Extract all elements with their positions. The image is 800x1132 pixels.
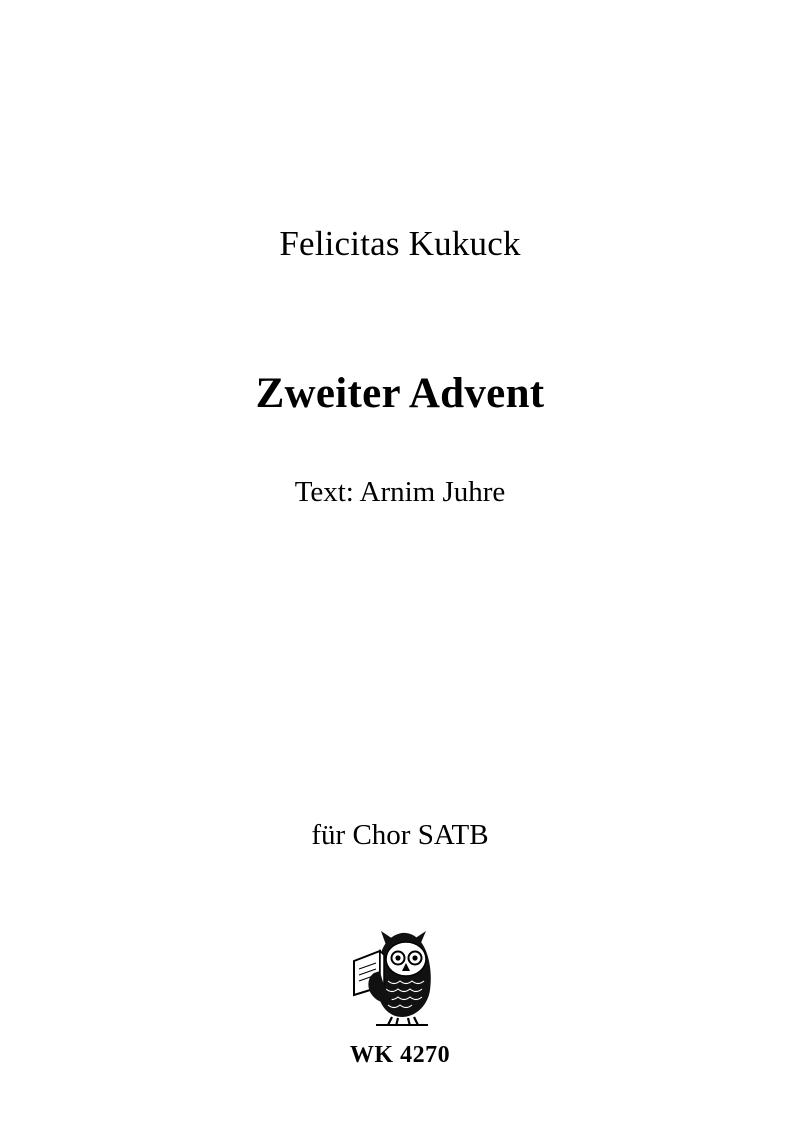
page-title: Zweiter Advent <box>255 370 545 417</box>
scoring-description: für Chor SATB <box>311 819 489 851</box>
plate-number: WK 4270 <box>349 1042 451 1068</box>
owl-with-book-icon <box>340 925 460 1030</box>
publisher-logo <box>0 925 800 1030</box>
composer-name: Felicitas Kukuck <box>279 224 521 263</box>
lyricist-credit: Text: Arnim Juhre <box>294 476 506 508</box>
